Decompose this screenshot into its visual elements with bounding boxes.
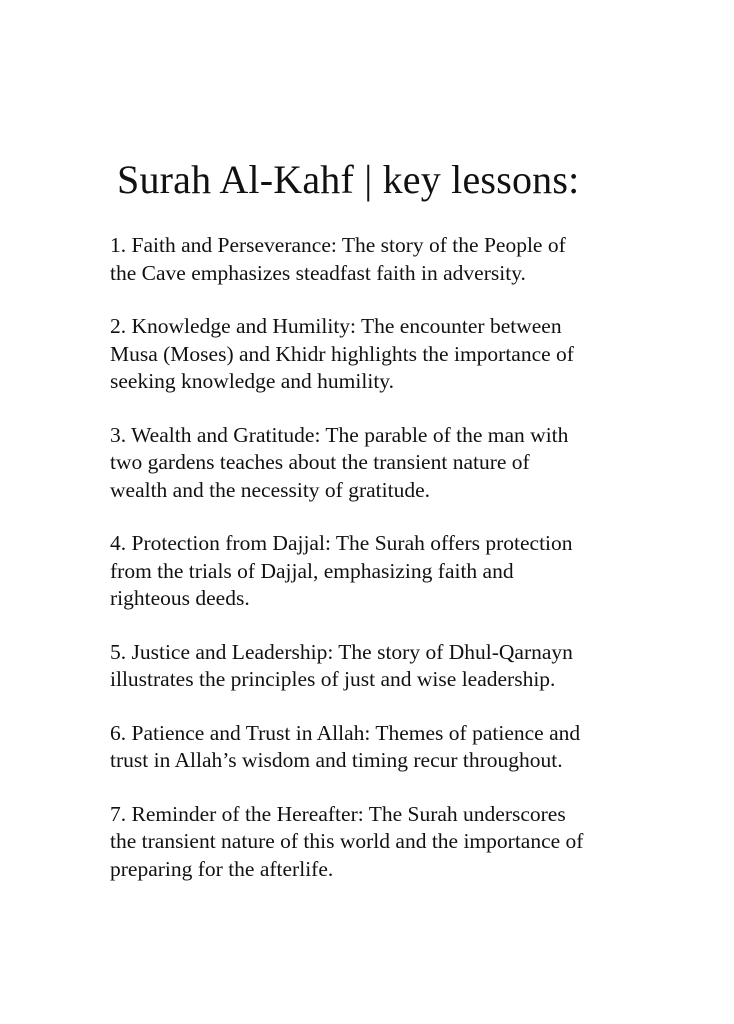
lessons-list [110, 232, 670, 909]
lesson-line: 2. Knowledge and Humility: The encounter between [110, 314, 562, 338]
lesson-item-5 [110, 639, 670, 694]
lesson-line: Musa (Moses) and Khidr highlights the importance of [110, 341, 574, 366]
page-title: Surah Al-Kahf | key lessons: [117, 157, 580, 202]
lesson-line: 7. Reminder of the Hereafter: The Surah underscores [110, 801, 566, 826]
lesson-item-4 [110, 530, 670, 613]
lesson-line: 4. Protection from Dajjal: The Surah offers protection [110, 531, 573, 555]
lesson-item-3 [110, 422, 670, 505]
lesson-line: wealth and the necessity of gratitude. [110, 477, 431, 502]
lesson-line: illustrates the principles of just and wise leadership. [110, 667, 556, 691]
lesson-line: righteous deeds. [110, 586, 250, 610]
lesson-line: seeking knowledge and humility. [110, 369, 395, 393]
lesson-line: the transient nature of this world and the importance of [110, 829, 584, 853]
lesson-line: 5. Justice and Leadership: The story of Dhul-Qarnayn [110, 639, 573, 664]
lesson-item-7 [110, 801, 670, 884]
lesson-line: 1. Faith and Perseverance: The story of the People of [110, 233, 566, 257]
lesson-line: from the trials of Dajjal, emphasizing faith and [110, 558, 514, 583]
lesson-line: two gardens teaches about the transient nature of [110, 450, 530, 474]
lesson-item-1 [110, 232, 670, 287]
lesson-line: trust in Allah’s wisdom and timing recur throughout. [110, 748, 563, 772]
lesson-line: the Cave emphasizes steadfast faith in adversity. [110, 260, 526, 285]
lesson-line: preparing for the afterlife. [110, 856, 334, 881]
lesson-line: 6. Patience and Trust in Allah: Themes of patience and [110, 720, 581, 745]
lesson-item-2 [110, 313, 670, 396]
lesson-line: 3. Wealth and Gratitude: The parable of the man with [110, 422, 569, 447]
lesson-item-6 [110, 720, 670, 775]
